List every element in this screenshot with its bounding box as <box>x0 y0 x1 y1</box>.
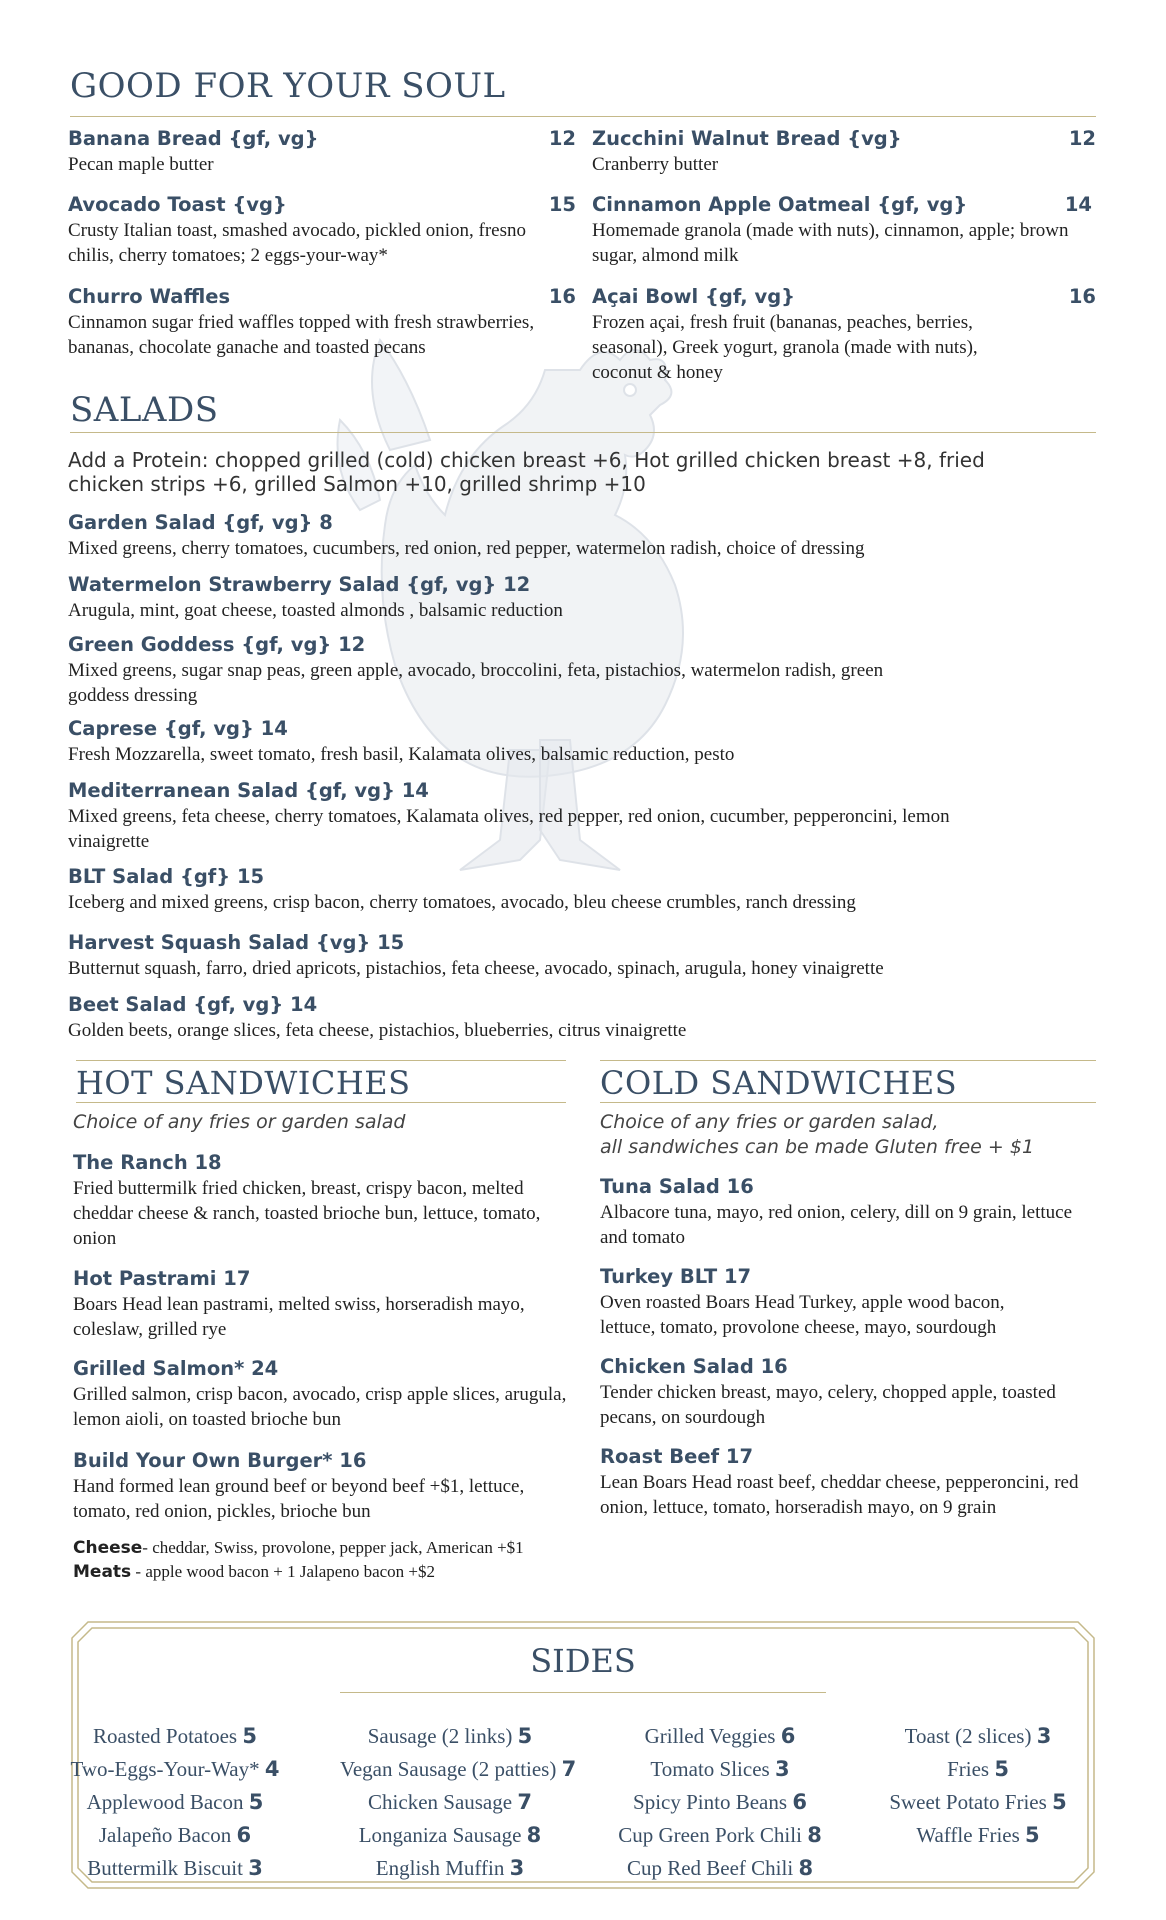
item-name: Turkey BLT 17 <box>600 1265 752 1288</box>
menu-item <box>600 1354 1100 1430</box>
item-description: Frozen açai, fresh fruit (bananas, peaches, berries, seasonal), Greek yogurt, granola (made with nuts), coconut & honey <box>592 312 978 383</box>
section-divider <box>600 1102 1096 1103</box>
item-name: Hot Pastrami 17 <box>73 1267 251 1290</box>
item-price: 12 <box>1068 127 1096 150</box>
side-item: Sausage (2 links) 5 <box>367 1724 533 1748</box>
item-description: Arugula, mint, goat cheese, toasted almonds , balsamic reduction <box>68 600 563 621</box>
menu-item <box>68 930 1068 981</box>
item-name: Watermelon Strawberry Salad {gf, vg} 12 <box>68 573 531 596</box>
item-description: Albacore tuna, mayo, red onion, celery, dill on 9 grain, lettuce and tomato <box>600 1202 1073 1248</box>
item-price: 14 <box>1064 193 1092 216</box>
sides-column-3 <box>610 1720 830 1885</box>
cold-note-line1: Choice of any fries or garden salad, <box>600 1111 939 1133</box>
menu-item <box>68 632 948 708</box>
item-description: Pecan maple butter <box>68 154 214 175</box>
sides-column-4 <box>878 1720 1078 1852</box>
menu-item <box>592 284 1096 385</box>
item-description: Lean Boars Head roast beef, cheddar cheese, pepperoncini, red onion, lettuce, tomato, horseradish mayo, on 9 grain <box>600 1472 1079 1518</box>
menu-item <box>592 192 1096 268</box>
sides-divider <box>340 1692 826 1693</box>
item-name: Green Goddess {gf, vg} 12 <box>68 633 366 656</box>
item-description: Tender chicken breast, mayo, celery, chopped apple, toasted pecans, on sourdough <box>600 1382 1056 1428</box>
sides-box <box>70 1620 1096 1890</box>
cold-sandwich-note <box>600 1110 1034 1160</box>
cheese-label: Cheese <box>73 1538 143 1558</box>
item-name: Garden Salad {gf, vg} 8 <box>68 511 333 534</box>
item-description: Cranberry butter <box>592 154 719 175</box>
menu-item <box>68 284 576 360</box>
item-description: Homemade granola (made with nuts), cinnamon, apple; brown sugar, almond milk <box>592 220 1069 266</box>
section-divider <box>600 1060 1096 1061</box>
sides-column-1 <box>70 1720 280 1885</box>
menu-item <box>600 1444 1100 1520</box>
menu-item <box>68 510 1068 561</box>
item-description: Fresh Mozzarella, sweet tomato, fresh basil, Kalamata olives, balsamic reduction, pesto <box>68 744 735 765</box>
item-description: Grilled salmon, crisp bacon, avocado, crisp apple slices, arugula, lemon aioli, on toasted brioche bun <box>73 1384 567 1430</box>
section-title-cold-sandwiches: COLD SANDWICHES <box>600 1064 958 1102</box>
item-name: Churro Waffles <box>68 285 231 308</box>
menu-item <box>73 1356 573 1432</box>
side-item: Chicken Sausage 7 <box>368 1790 532 1814</box>
menu-item <box>73 1266 573 1342</box>
menu-item <box>600 1174 1100 1250</box>
item-description: Hand formed lean ground beef or beyond beef +$1, lettuce, tomato, red onion, pickles, brioche bun <box>73 1476 525 1522</box>
item-name: Chicken Salad 16 <box>600 1355 788 1378</box>
item-description: Butternut squash, farro, dried apricots, pistachios, feta cheese, avocado, spinach, arugula, honey vinaigrette <box>68 958 884 979</box>
item-description: Mixed greens, sugar snap peas, green apple, avocado, broccolini, feta, pistachios, watermelon radish, green goddess dressing <box>68 660 884 706</box>
side-item: Two-Eggs-Your-Way* 4 <box>70 1757 280 1781</box>
burger-extras <box>73 1536 583 1584</box>
item-name: Build Your Own Burger* 16 <box>73 1449 367 1472</box>
protein-addon-note: Add a Protein: chopped grilled (cold) chicken breast +6, Hot grilled chicken breast +8, fried chicken strips +6, grilled Salmon +10, grilled shrimp +10 <box>68 448 985 496</box>
section-title-soul: GOOD FOR YOUR SOUL <box>70 66 506 106</box>
item-description: Mixed greens, cherry tomatoes, cucumbers, red onion, red pepper, watermelon radish, choice of dressing <box>68 538 865 559</box>
hot-sandwich-note: Choice of any fries or garden salad <box>73 1111 406 1133</box>
side-item: Jalapeño Bacon 6 <box>98 1823 252 1847</box>
menu-item <box>73 1150 573 1251</box>
item-description: Oven roasted Boars Head Turkey, apple wood bacon, lettuce, tomato, provolone cheese, mayo, sourdough <box>600 1292 1005 1338</box>
side-item: Spicy Pinto Beans 6 <box>633 1790 807 1814</box>
side-item: Cup Green Pork Chili 8 <box>618 1823 822 1847</box>
meats-options: - apple wood bacon + 1 Jalapeno bacon +$2 <box>131 1562 436 1581</box>
item-description: Mixed greens, feta cheese, cherry tomatoes, Kalamata olives, red pepper, red onion, cucumber, pepperoncini, lemon vinaigrette <box>68 806 950 852</box>
menu-item <box>68 572 1068 623</box>
menu-item <box>600 1264 1100 1340</box>
item-name: Mediterranean Salad {gf, vg} 14 <box>68 779 429 802</box>
section-divider <box>76 1060 566 1061</box>
side-item: Buttermilk Biscuit 3 <box>87 1856 263 1880</box>
item-name: Banana Bread {gf, vg} <box>68 127 319 150</box>
item-name: Grilled Salmon* 24 <box>73 1357 279 1380</box>
item-name: BLT Salad {gf} 15 <box>68 865 265 888</box>
side-item: Toast (2 slices) 3 <box>904 1724 1052 1748</box>
menu-item <box>68 716 1068 767</box>
cheese-options: - cheddar, Swiss, provolone, pepper jack, American +$1 <box>142 1538 524 1557</box>
item-description: Boars Head lean pastrami, melted swiss, horseradish mayo, coleslaw, grilled rye <box>73 1294 525 1340</box>
menu-item <box>68 192 576 268</box>
item-price: 16 <box>548 285 576 308</box>
item-name: Zucchini Walnut Bread {vg} <box>592 127 902 150</box>
item-name: Harvest Squash Salad {vg} 15 <box>68 931 405 954</box>
item-description: Golden beets, orange slices, feta cheese, pistachios, blueberries, citrus vinaigrette <box>68 1020 687 1041</box>
side-item: Tomato Slices 3 <box>650 1757 790 1781</box>
item-name: Avocado Toast {vg} <box>68 193 287 216</box>
side-item: Sweet Potato Fries 5 <box>889 1790 1067 1814</box>
item-name: Açai Bowl {gf, vg} <box>592 285 796 308</box>
side-item: Roasted Potatoes 5 <box>93 1724 257 1748</box>
side-item: Grilled Veggies 6 <box>644 1724 796 1748</box>
section-title-salads: SALADS <box>70 390 219 430</box>
item-name: Cinnamon Apple Oatmeal {gf, vg} <box>592 193 968 216</box>
item-name: Tuna Salad 16 <box>600 1175 754 1198</box>
item-name: Roast Beef 17 <box>600 1445 754 1468</box>
item-name: Caprese {gf, vg} 14 <box>68 717 288 740</box>
menu-item <box>68 778 1068 854</box>
cold-note-line2: all sandwiches can be made Gluten free + $1 <box>600 1136 1035 1158</box>
side-item: Longaniza Sausage 8 <box>358 1823 542 1847</box>
item-description: Fried buttermilk fried chicken, breast, crispy bacon, melted cheddar cheese & ranch, toasted brioche bun, lettuce, tomato, onion <box>73 1178 541 1249</box>
side-item: Fries 5 <box>947 1757 1009 1781</box>
item-description: Iceberg and mixed greens, crisp bacon, cherry tomatoes, avocado, bleu cheese crumbles, ranch dressing <box>68 892 856 913</box>
sides-title: SIDES <box>530 1642 636 1680</box>
menu-item <box>73 1448 573 1524</box>
meats-label: Meats <box>73 1562 132 1582</box>
section-divider <box>70 432 1096 433</box>
menu-item <box>68 126 576 177</box>
section-divider <box>76 1102 566 1103</box>
item-description: Cinnamon sugar fried waffles topped with fresh strawberries, bananas, chocolate ganache and toasted pecans <box>68 312 535 358</box>
section-divider <box>70 116 1096 117</box>
side-item: Vegan Sausage (2 patties) 7 <box>340 1757 577 1781</box>
side-item: Applewood Bacon 5 <box>86 1790 264 1814</box>
item-price: 12 <box>548 127 576 150</box>
side-item: English Muffin 3 <box>375 1856 525 1880</box>
item-name: Beet Salad {gf, vg} 14 <box>68 993 318 1016</box>
item-price: 16 <box>1068 285 1096 308</box>
item-price: 15 <box>548 193 576 216</box>
menu-item <box>68 992 1068 1043</box>
side-item: Cup Red Beef Chili 8 <box>626 1856 814 1880</box>
side-item: Waffle Fries 5 <box>916 1823 1040 1847</box>
item-name: The Ranch 18 <box>73 1151 222 1174</box>
menu-item <box>592 126 1096 177</box>
menu-item <box>68 864 1068 915</box>
sides-column-2 <box>340 1720 577 1885</box>
section-title-hot-sandwiches: HOT SANDWICHES <box>76 1064 411 1102</box>
item-description: Crusty Italian toast, smashed avocado, pickled onion, fresno chilis, cherry tomatoes; 2 eggs-your-way* <box>68 220 527 266</box>
